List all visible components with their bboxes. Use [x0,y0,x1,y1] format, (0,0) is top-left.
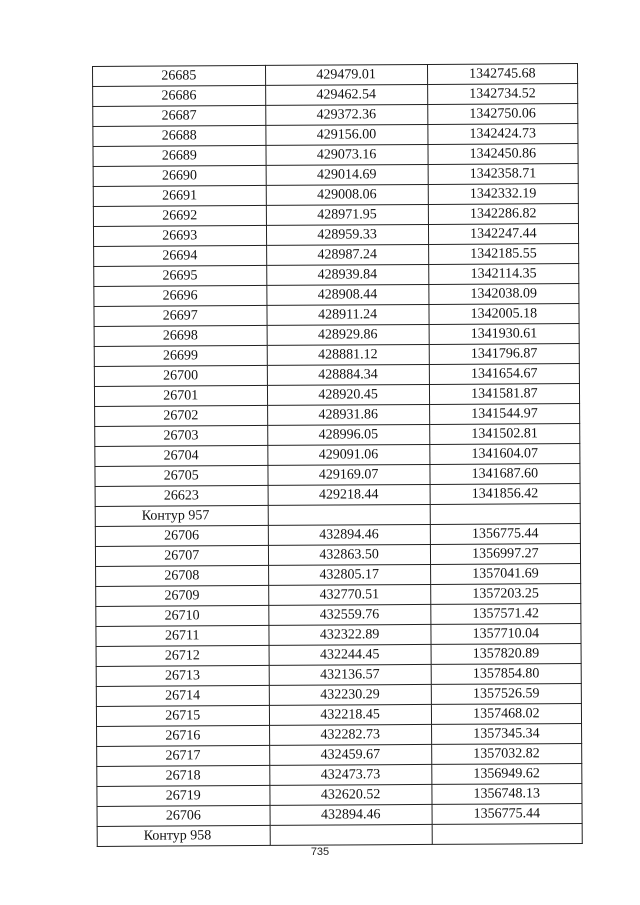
table-row [93,204,578,227]
point-id-cell: 26702 [95,405,268,426]
y-coordinate-cell: 1357526.59 [431,684,581,705]
x-coordinate-cell: 428881.12 [267,344,429,365]
y-coordinate-cell: 1357468.02 [431,704,581,725]
table-row [95,484,580,507]
x-coordinate-cell: 428931.86 [267,404,429,425]
table-row [96,704,581,727]
point-id-cell: 26696 [94,285,267,306]
y-coordinate-cell: 1341856.42 [430,484,580,505]
point-id-cell: 26716 [97,725,270,746]
point-id-cell: 26712 [96,645,269,666]
y-coordinate-cell: 1342734.52 [427,84,577,105]
point-id-cell: 26688 [93,125,266,146]
y-coordinate-cell: 1341502.81 [429,424,579,445]
y-coordinate-cell: 1356949.62 [431,764,581,785]
point-id-cell: 26690 [93,165,266,186]
x-coordinate-cell: 432136.57 [269,664,431,685]
point-id-cell: 26695 [94,265,267,286]
x-coordinate-cell [270,824,432,845]
x-coordinate-cell: 428996.05 [267,424,429,445]
y-coordinate-cell: 1357032.82 [431,744,581,765]
table-row [95,404,580,427]
x-coordinate-cell: 428911.24 [266,304,428,325]
x-coordinate-cell: 432894.46 [270,804,432,825]
point-id-cell: 26706 [97,805,270,826]
table-row [95,464,580,487]
x-coordinate-cell: 428929.86 [267,324,429,345]
y-coordinate-cell [430,504,580,525]
x-coordinate-cell: 432244.45 [269,644,431,665]
table-row [93,84,578,107]
x-coordinate-cell: 428939.84 [266,264,428,285]
y-coordinate-cell: 1357820.89 [431,644,581,665]
point-id-cell: 26719 [97,785,270,806]
x-coordinate-cell: 428920.45 [267,384,429,405]
x-coordinate-cell: 432620.52 [269,784,431,805]
y-coordinate-cell: 1341544.97 [429,404,579,425]
y-coordinate-cell: 1356748.13 [432,784,582,805]
table-row [93,124,578,147]
x-coordinate-cell: 429169.07 [267,464,429,485]
point-id-cell: 26699 [94,345,267,366]
y-coordinate-cell: 1357345.34 [431,724,581,745]
x-coordinate-cell: 432459.67 [269,744,431,765]
point-id-cell: 26714 [96,685,269,706]
table-row [97,764,582,787]
x-coordinate-cell: 428971.95 [266,204,428,225]
table-row [94,284,579,307]
y-coordinate-cell: 1342286.82 [428,204,578,225]
table-row [93,184,578,207]
table-row [96,684,581,707]
table-row [93,144,578,167]
table-row [94,264,579,287]
point-id-cell: 26697 [94,305,267,326]
y-coordinate-cell: 1356775.44 [432,804,582,825]
y-coordinate-cell: 1342005.18 [429,304,579,325]
y-coordinate-cell: 1342750.06 [427,104,577,125]
table-row [94,344,579,367]
y-coordinate-cell: 1356997.27 [430,544,580,565]
table-row [96,564,581,587]
table-row [96,624,581,647]
point-id-cell: 26700 [94,365,267,386]
point-id-cell: 26698 [94,325,267,346]
point-id-cell: 26703 [95,425,268,446]
point-id-cell: 26701 [94,385,267,406]
y-coordinate-cell: 1341796.87 [429,344,579,365]
x-coordinate-cell: 432770.51 [268,584,430,605]
x-coordinate-cell: 428959.33 [266,224,428,245]
table-row [97,744,582,767]
table-row [93,164,578,187]
point-id-cell: 26689 [93,145,266,166]
y-coordinate-cell: 1342332.19 [428,184,578,205]
point-id-cell: 26687 [93,105,266,126]
table-row [93,104,578,127]
x-coordinate-cell: 432559.76 [268,604,430,625]
table-row [96,604,581,627]
x-coordinate-cell: 432322.89 [268,624,430,645]
y-coordinate-cell: 1357571.42 [430,604,580,625]
x-coordinate-cell: 428884.34 [267,364,429,385]
x-coordinate-cell: 429479.01 [265,64,427,85]
y-coordinate-cell: 1341687.60 [430,464,580,485]
y-coordinate-cell: 1357041.69 [430,564,580,585]
point-id-cell: 26691 [93,185,266,206]
table-row [94,244,579,267]
table-row [94,324,579,347]
y-coordinate-cell: 1342038.09 [429,284,579,305]
point-id-cell: 26708 [96,565,269,586]
x-coordinate-cell: 429008.06 [266,184,428,205]
y-coordinate-cell: 1341604.07 [429,444,579,465]
table-row [95,444,580,467]
point-id-cell: 26694 [94,245,267,266]
x-coordinate-cell: 429218.44 [268,484,430,505]
x-coordinate-cell [268,504,430,525]
point-id-cell: 26693 [93,225,266,246]
table-row [93,64,578,87]
x-coordinate-cell: 429372.36 [265,104,427,125]
table-row [97,784,582,807]
y-coordinate-cell: 1342247.44 [428,224,578,245]
table-row [94,364,579,387]
y-coordinate-cell: 1341654.67 [429,364,579,385]
point-id-cell: 26709 [96,585,269,606]
point-id-cell: 26692 [93,205,266,226]
y-coordinate-cell: 1357203.25 [430,584,580,605]
table-row [93,224,578,247]
page-number: 735 [310,846,330,858]
point-id-cell: 26711 [96,625,269,646]
point-id-cell: 26713 [96,665,269,686]
x-coordinate-cell: 429073.16 [266,144,428,165]
table-row [95,524,580,547]
y-coordinate-cell: 1342450.86 [428,144,578,165]
point-id-cell: 26623 [95,485,268,506]
x-coordinate-cell: 428987.24 [266,244,428,265]
contour-label: Контур 957 [95,505,268,526]
x-coordinate-cell: 428908.44 [266,284,428,305]
table-row [94,384,579,407]
point-id-cell: 26715 [96,705,269,726]
y-coordinate-cell: 1342424.73 [428,124,578,145]
y-coordinate-cell: 1357710.04 [431,624,581,645]
point-id-cell: 26705 [95,465,268,486]
y-coordinate-cell: 1342114.35 [428,264,578,285]
y-coordinate-cell: 1342745.68 [427,64,577,85]
y-coordinate-cell [432,824,582,845]
point-id-cell: 26718 [97,765,270,786]
x-coordinate-cell: 429014.69 [266,164,428,185]
point-id-cell: 26706 [95,525,268,546]
table-row [95,544,580,567]
table-row [96,644,581,667]
x-coordinate-cell: 432282.73 [269,724,431,745]
x-coordinate-cell: 429462.54 [265,84,427,105]
coordinates-table-body [93,64,583,847]
x-coordinate-cell: 429156.00 [265,124,427,145]
x-coordinate-cell: 432805.17 [268,564,430,585]
x-coordinate-cell: 432218.45 [269,704,431,725]
y-coordinate-cell: 1356775.44 [430,524,580,545]
x-coordinate-cell: 429091.06 [267,444,429,465]
coordinates-table [92,63,583,847]
y-coordinate-cell: 1342358.71 [428,164,578,185]
table-row [97,724,582,747]
x-coordinate-cell: 432230.29 [269,684,431,705]
point-id-cell: 26685 [93,65,266,86]
point-id-cell: 26704 [95,445,268,466]
table-row [96,664,581,687]
point-id-cell: 26717 [97,745,270,766]
table-row [95,424,580,447]
table-row [94,304,579,327]
y-coordinate-cell: 1342185.55 [428,244,578,265]
x-coordinate-cell: 432863.50 [268,544,430,565]
x-coordinate-cell: 432894.46 [268,524,430,545]
y-coordinate-cell: 1341930.61 [429,324,579,345]
table-row [97,804,582,827]
contour-header-row [97,824,582,847]
y-coordinate-cell: 1357854.80 [431,664,581,685]
contour-label: Контур 958 [97,825,270,846]
point-id-cell: 26710 [96,605,269,626]
point-id-cell: 26686 [93,85,266,106]
y-coordinate-cell: 1341581.87 [429,384,579,405]
x-coordinate-cell: 432473.73 [269,764,431,785]
table-row [96,584,581,607]
point-id-cell: 26707 [95,545,268,566]
